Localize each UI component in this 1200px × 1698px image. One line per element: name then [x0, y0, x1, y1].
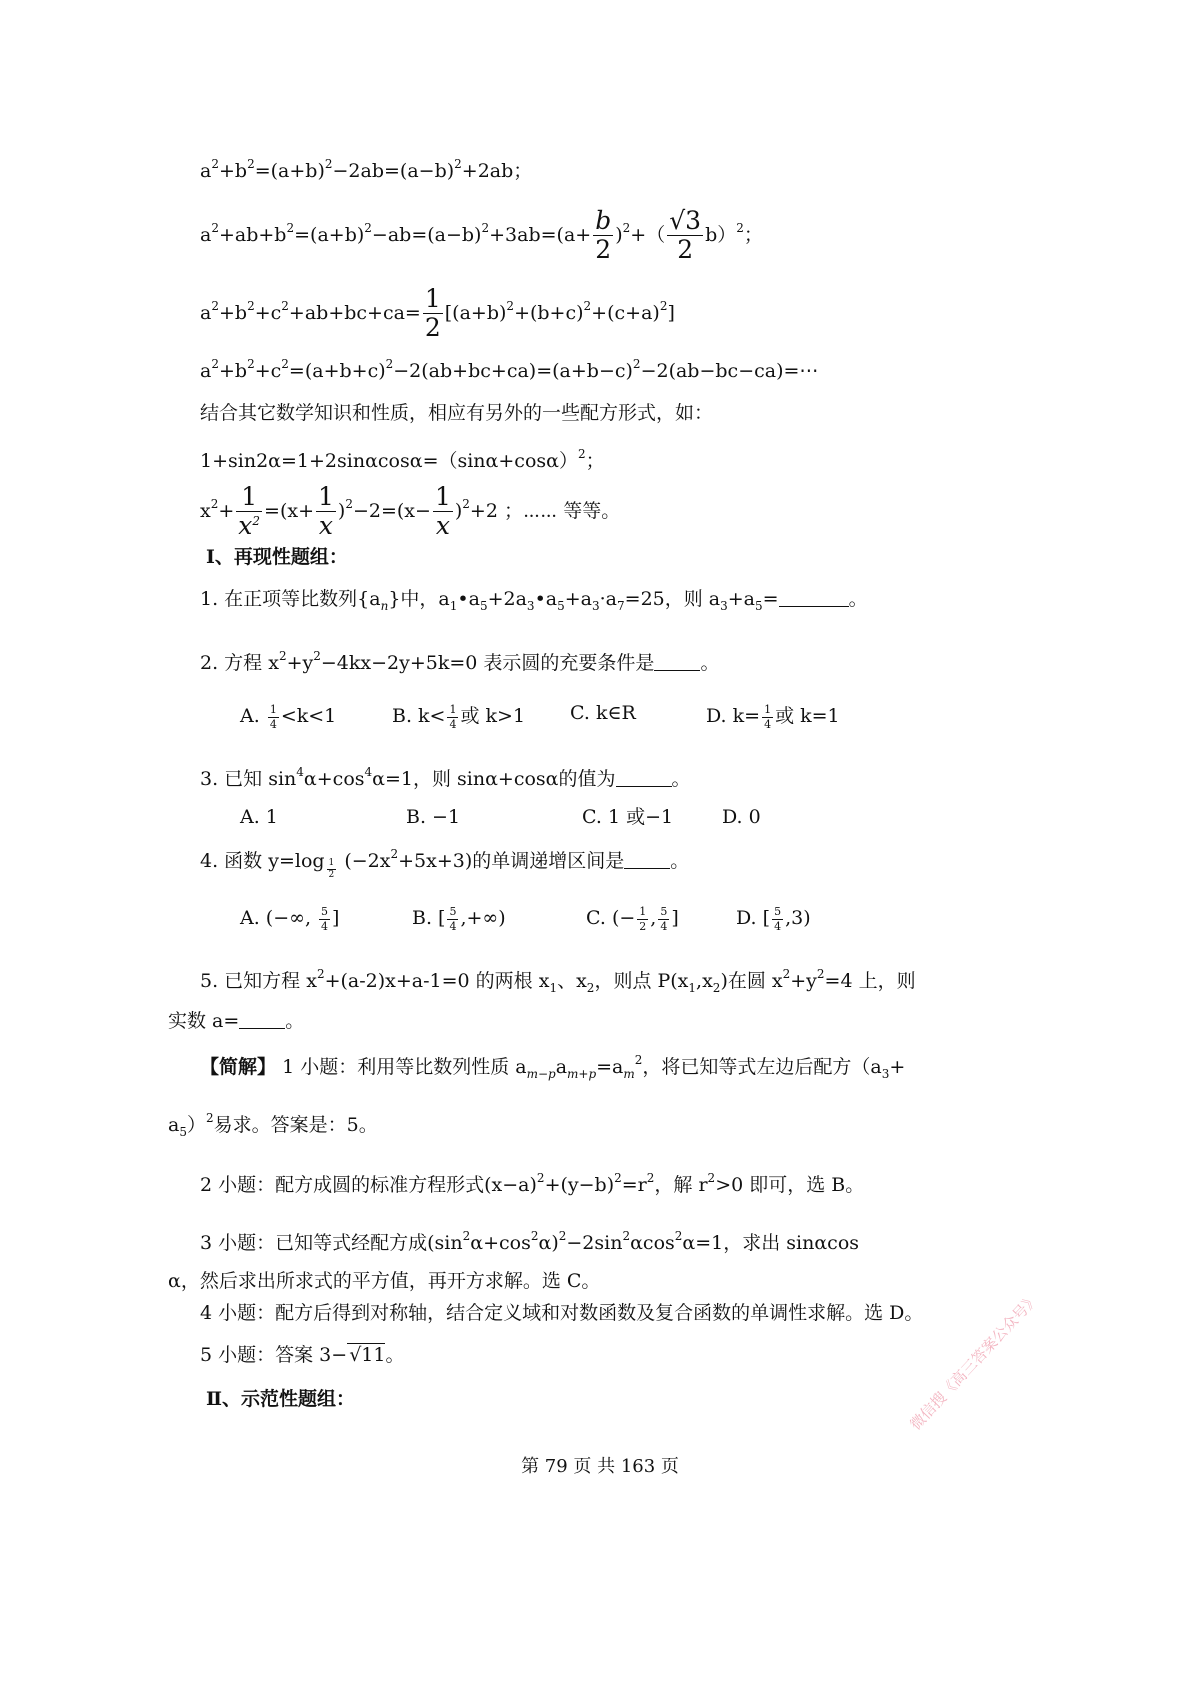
- option-c: C. 1 或−1: [582, 806, 674, 828]
- solution-line-1: 【简解】 1 小题：利用等比数列性质 $a_{m-p}a_{m+p}=a_m^2$，将已知等式左边后配方（$a_3+$: [200, 1053, 906, 1081]
- question-5: 5. 已知方程 $x^2+(a-2)x+a-1=0$ 的两根 $x_1$、$x_2$，则点 $P(x_1,x_2)$在圆 $x^2+y^2=4$ 上，则: [200, 967, 916, 995]
- question-4-options: [240, 905, 811, 933]
- question-2-options: [240, 702, 840, 731]
- fraction-sqrt3-over-2: $\frac{√3}{2}$: [669, 206, 702, 265]
- question-2: 2. 方程 $x^2+y^2-4kx-2y+5k=0$ 表示圆的充要条件是 。: [200, 649, 720, 674]
- option-d: D. k= $\frac{1}{4}$ 或 k=1: [706, 703, 840, 731]
- formula-line-3: $a^2+b^2+c^2+ab+bc+ca=$ $\frac{1}{2}$ $[(a+b)^2+(b+c)^2+(c+a)^2]$: [200, 284, 675, 343]
- option-d: D. [ $\frac{5}{4}$ ,3): [736, 905, 811, 933]
- formula-line-2: $a^2+ab+b^2=(a+b)^2-ab=(a-b)^2+3ab=(a+$ $\frac{b}{2}$ )$^2$+（ $\frac{√3}{2}$ b）$^2$；: [200, 206, 763, 265]
- question-1: 1. 在正项等比数列$\{a_n\}$中，$a_1•a_5+2a_3•a_5+a_3\cdot a_7=25$，则 $a_3+a_5=$ 。: [200, 588, 868, 613]
- answer-blank: [779, 605, 849, 607]
- intro-text: 结合其它数学知识和性质，相应有另外的一些配方形式，如：: [200, 402, 714, 424]
- option-b: B. k< $\frac{1}{4}$ 或 k>1: [392, 703, 526, 731]
- formula-line-1: $a^2+b^2=(a+b)^2-2ab=(a-b)^2+2ab$；: [200, 157, 533, 182]
- formula-line-4: $a^2+b^2+c^2=(a+b+c)^2-2(ab+bc+ca)=(a+b-c)^2-2(ab-bc-ca)=\cdots$: [200, 357, 819, 382]
- option-a: A. 1: [240, 806, 278, 828]
- question-3-options: [240, 806, 761, 828]
- section-heading-2: Ⅱ、示范性题组：: [206, 1388, 356, 1410]
- answer-blank: [616, 785, 672, 787]
- option-d: D. 0: [722, 806, 761, 828]
- formula-line-5: $1+\sin 2\alpha=1+2\sin\alpha\cos\alpha=(\sin\alpha+\cos\alpha)^2$；: [200, 447, 605, 472]
- solution-line-5: α，然后求出所求式的平方值，再开方求解。选 C。: [168, 1270, 601, 1292]
- answer-blank: [654, 669, 700, 671]
- answer-blank: [624, 867, 670, 869]
- page-footer: 第 79 页 共 163 页: [521, 1456, 679, 1477]
- solution-line-6: 4 小题：配方后得到对称轴，结合定义域和对数函数及复合函数的单调性求解。选 D。: [200, 1302, 924, 1324]
- fraction-b-over-2: $\frac{b}{2}$: [595, 206, 612, 265]
- solution-line-4: 3 小题：已知等式经配方成$(\sin^2\alpha+\cos^2\alpha)^2-2\sin^2\alpha\cos^2\alpha=1$，求出 sinαcos: [200, 1229, 860, 1254]
- option-b: B. [ $\frac{5}{4}$ ,+∞): [412, 905, 506, 933]
- solution-line-7: 5 小题：答案 3− √11。: [200, 1344, 405, 1366]
- option-c: C. (− $\frac{1}{2}$ , $\frac{5}{4}$ ]: [586, 905, 679, 933]
- question-5-cont: 实数 a= 。: [168, 1010, 305, 1032]
- fraction-1-over-x-b: $\frac{1}{x}$: [434, 482, 451, 541]
- solution-line-3: 2 小题：配方成圆的标准方程形式$(x-a)^2+(y-b)^2=r^2$，解 $r^2>0$ 即可，选 B。: [200, 1171, 865, 1196]
- fraction-1-over-x2: $\frac{1}{x^2}$: [238, 482, 261, 541]
- option-a: A. $\frac{1}{4}$ <k<1: [240, 703, 337, 731]
- answer-blank: [239, 1027, 285, 1029]
- watermark-stamp: 微信搜《高三答案公众号》: [906, 1289, 1043, 1434]
- option-b: B. −1: [406, 806, 461, 828]
- section-heading-1: Ⅰ、再现性题组：: [206, 546, 348, 568]
- solution-line-2: $a_5)^2$易求。答案是：5。: [168, 1111, 378, 1139]
- option-c: C. k∈R: [570, 702, 636, 724]
- fraction-one-half: $\frac{1}{2}$: [424, 284, 441, 343]
- fraction-1-over-x: $\frac{1}{x}$: [318, 482, 334, 541]
- formula-line-6: $x^2+$ $\frac{1}{x^2}$ =(x+ $\frac{1}{x}$ )$^2$−2=(x− $\frac{1}{x}$ )$^2$+2 ；⋯⋯ 等等。: [200, 482, 621, 541]
- question-3: 3. 已知 $\sin^4\alpha+\cos^4\alpha=1$，则 sinα+cosα的值为 。: [200, 765, 691, 790]
- option-a: A. (−∞, $\frac{5}{4}$ ]: [240, 905, 340, 933]
- question-4: 4. 函数 y=log $\frac{1}{2}$ $(-2x^2+5x+3)$的单调递增区间是 。: [200, 847, 690, 880]
